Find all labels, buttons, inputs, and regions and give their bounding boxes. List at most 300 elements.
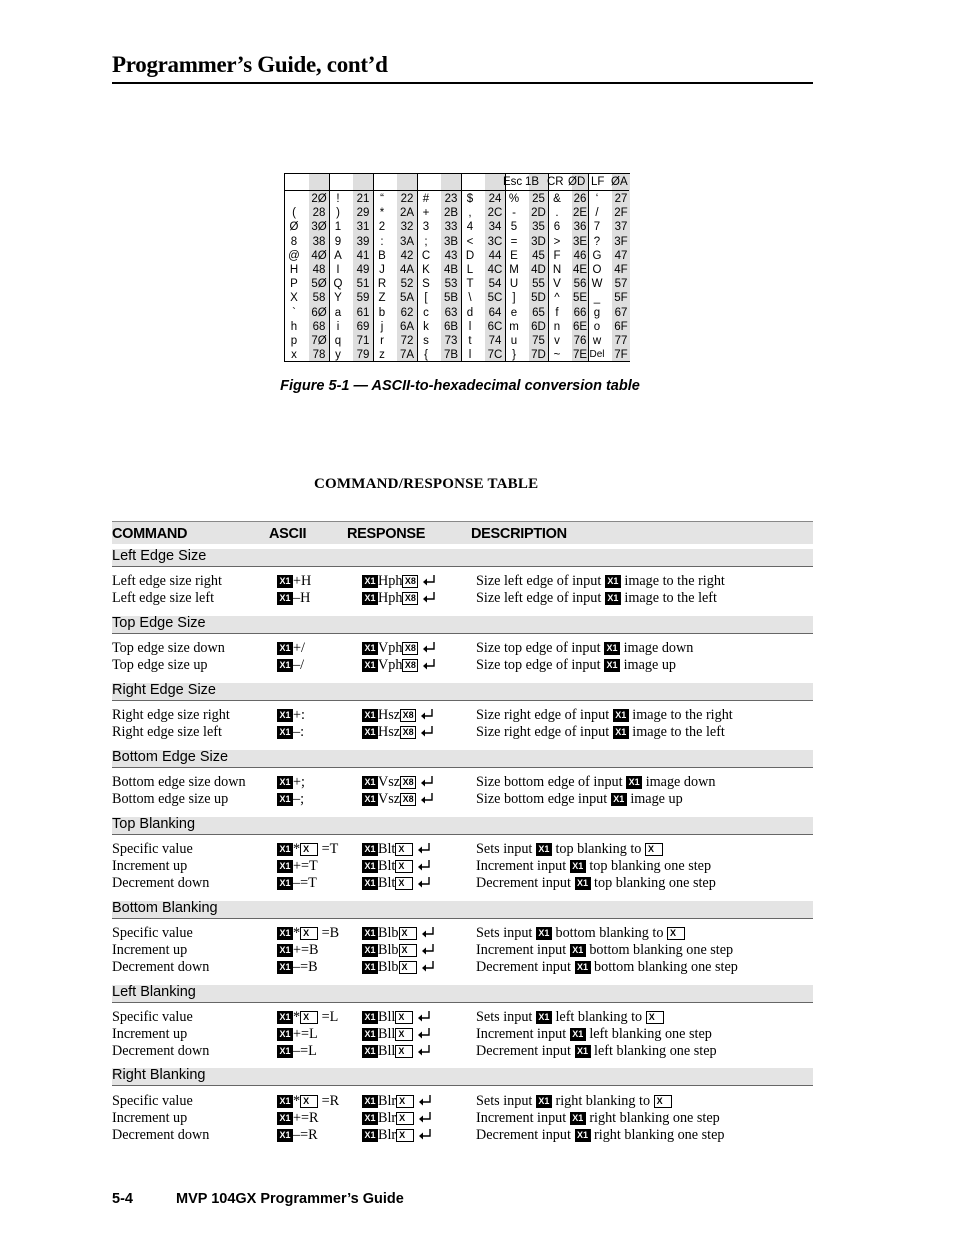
section-header [112,750,813,768]
variable-key: X [645,843,663,856]
description-text: Increment input [476,858,567,874]
command-name: Left edge size right [112,573,222,589]
ascii-char: S [422,278,430,291]
ascii-char: 1 [334,221,342,234]
variable-key: X1 [277,1095,293,1108]
section-title: Top Edge Size [112,615,206,631]
section-header [112,1068,813,1086]
variable-key: X1 [570,1112,586,1125]
hex-code: 6A [399,320,415,333]
ascii-text: +/ [293,640,305,656]
header-description: DESCRIPTION [471,526,567,542]
hex-0a: ØA [611,176,628,188]
description-text: image to the right [624,573,725,589]
hex-code: 7E [572,349,588,362]
ascii-char: 4 [466,221,474,234]
response-text: Hph [378,590,403,606]
hex-code: 4D [531,264,546,276]
hex-code: 67 [614,306,628,319]
return-icon [421,960,435,972]
return-icon [422,591,436,603]
header-ascii: ASCII [269,526,307,542]
response-string [362,1026,431,1043]
response-text: Blb [378,942,399,958]
hex-code: 2Ø [311,193,327,205]
command-name: Decrement down [112,1127,210,1143]
description [476,640,693,657]
variable-key: X1 [605,592,621,605]
variable-key: X1 [362,642,378,655]
response-text: Vph [378,657,403,673]
ascii-char: Q [333,278,343,291]
response-string [362,707,434,724]
table-column-headers [112,521,813,544]
description-text: image to the left [624,590,717,606]
ascii-text: +H [293,573,312,589]
variable-key: X1 [570,860,586,873]
response-string [362,1127,432,1144]
ascii-char: e [510,306,518,319]
response-text: Blt [378,858,396,874]
table-divider [373,174,374,361]
description-text: Sets input [476,1009,533,1025]
variable-key: X [300,927,318,940]
description [476,925,685,942]
ascii-command [277,1110,318,1127]
command-name: Bottom edge size down [112,774,246,790]
variable-key: X1 [277,877,293,890]
section-title: Right Blanking [112,1067,206,1083]
hex-code: 28 [312,207,326,220]
table-divider [548,174,549,361]
description-text: right blanking one step [589,1110,720,1126]
description-text: Increment input [476,1110,567,1126]
hex-code: 2A [399,207,415,220]
return-icon [420,775,434,787]
hex-code: 2C [487,207,503,220]
variable-key: X1 [604,642,620,655]
page-number: 5-4 [112,1191,133,1207]
description-text: left blanking to [555,1009,643,1025]
return-icon [422,574,436,586]
command-name: Decrement down [112,875,210,891]
description-text: image up [623,657,677,673]
hex-code: 58 [312,292,326,305]
hex-code: 79 [356,349,370,362]
hex-code: 4A [399,264,415,276]
ascii-char: = [510,235,518,248]
hex-code: 7C [487,349,503,362]
ascii-char: I [336,264,340,276]
table-row [0,841,954,858]
description [476,959,738,976]
table-row [0,590,954,607]
ascii-text: +: [293,707,305,723]
hex-code: 6Ø [311,306,327,319]
ascii-command: X1 * X =B [277,925,339,942]
ascii-char: 8 [290,235,298,248]
description-text: Size bottom edge input [476,791,608,807]
ascii-char: ‘ [595,193,599,205]
ascii-command: X1 * X =L [277,1009,338,1026]
table-row [0,925,954,942]
ascii-text: –=B [293,959,318,975]
ascii-char: n [553,320,561,333]
header-command: COMMAND [112,526,188,542]
response-string [362,858,431,875]
cr-label: CR [547,176,564,188]
table-row [0,640,954,657]
description-text: Decrement input [476,1043,571,1059]
return-icon [420,708,434,720]
variable-key: X [300,1095,318,1108]
description-text: Size top edge of input [476,657,601,673]
description-text: Decrement input [476,875,571,891]
ascii-char: ` [292,306,296,319]
ascii-char: > [553,235,561,248]
variable-key: X8 [400,793,416,806]
section-header [112,549,813,567]
ascii-char: i [336,320,340,333]
return-icon [422,641,436,653]
description-text: left blanking one step [589,1026,712,1042]
ascii-text: –; [293,791,305,807]
ascii-char: O [592,264,602,276]
ascii-command [277,774,305,791]
hex-code: 59 [356,292,370,305]
hex-code: 44 [488,249,502,262]
hex-code: 2E [572,207,588,220]
variable-key: X1 [362,709,378,722]
hex-code: 27 [614,193,628,205]
hex-code: 6F [614,320,628,333]
variable-key: X [654,1095,672,1108]
ascii-command [277,1127,318,1144]
variable-key: X1 [277,1112,293,1125]
table-row [0,875,954,892]
ascii-char: } [512,349,516,362]
hex-0d: ØD [568,176,586,188]
response-text: Hph [378,573,403,589]
ascii-char: R [377,278,387,291]
table-row [0,1043,954,1060]
hex-code: 2F [614,207,628,220]
section-header [112,616,813,634]
hex-code: 39 [356,235,370,248]
table-row [0,1026,954,1043]
response-text: Blr [378,1110,397,1126]
response-string [362,959,435,976]
variable-key: X1 [277,860,293,873]
command-name: Right edge size left [112,724,222,740]
return-icon [417,1027,431,1039]
hex-code: 6C [487,320,503,333]
variable-key: X1 [611,793,627,806]
section-title: Top Blanking [112,816,196,832]
response-string [362,657,436,674]
ascii-char: o [593,320,601,333]
response-string [362,774,434,791]
variable-key: X [399,944,417,957]
variable-key: X1 [277,1011,293,1024]
ascii-char: l [468,320,472,333]
variable-key: X1 [362,592,378,605]
ascii-char: D [465,249,475,262]
variable-key: X1 [362,776,378,789]
table-row [0,1127,954,1144]
hex-code: 61 [356,306,370,319]
variable-key: X [396,1112,414,1125]
ascii-char: ( [292,207,296,220]
variable-key: X1 [277,642,293,655]
variable-key: X1 [277,927,293,940]
variable-key: X1 [536,843,552,856]
variable-key: X1 [277,575,293,588]
section-header [112,901,813,919]
response-text: Hsz [378,707,401,723]
variable-key: X1 [536,1095,552,1108]
ascii-text: –=T [293,875,317,891]
variable-key: X1 [362,659,378,672]
ascii-char: ? [593,235,601,248]
ascii-command [277,959,318,976]
variable-key: X [395,1011,413,1024]
variable-key: X1 [362,877,378,890]
hex-code: 4F [614,264,628,276]
variable-key: X1 [604,659,620,672]
table-row [0,959,954,976]
variable-key: X8 [402,575,418,588]
ascii-char: h [290,320,298,333]
variable-key: X1 [362,793,378,806]
ascii-char: x [291,349,297,362]
variable-key: X1 [570,944,586,957]
section-title: Bottom Edge Size [112,749,229,765]
return-icon [421,926,435,938]
table-divider [505,174,506,361]
ascii-char: ^ [554,292,560,305]
response-text: Blt [378,841,396,857]
hex-code: 64 [488,306,502,319]
table-row [0,573,954,590]
hex-code: 21 [356,193,370,205]
variable-key: X1 [570,1028,586,1041]
table-row [0,724,954,741]
hex-code: 5D [531,292,546,305]
ascii-char: _ [593,292,601,305]
variable-key: X1 [613,709,629,722]
description-text: bottom blanking one step [589,942,734,958]
response-string [362,942,435,959]
response-text: Vsz [378,774,401,790]
ascii-text: +=T [293,858,318,874]
variable-key: X1 [277,961,293,974]
variable-key: X1 [626,776,642,789]
ascii-char: g [593,306,601,319]
hex-code: 63 [444,306,458,319]
hex-code: 46 [573,249,587,262]
description-text: image down [645,774,716,790]
hex-code: 78 [312,349,326,362]
variable-key: X1 [536,927,552,940]
command-name: Specific value [112,925,193,941]
section-header [112,817,813,835]
hex-code: 3A [399,235,415,248]
variable-key: X [395,877,413,890]
response-string [362,791,434,808]
variable-key: X1 [362,1045,378,1058]
ascii-char: . [555,207,559,220]
response-string [362,1043,431,1060]
ascii-char: & [553,193,561,205]
description [476,791,683,808]
variable-key: X1 [277,726,293,739]
ascii-char: c [423,306,429,319]
hex-code: 65 [532,306,545,319]
ascii-char: F [553,249,561,262]
ascii-command [277,875,317,892]
return-icon [418,1128,432,1140]
hex-code: 48 [312,264,326,276]
return-icon [418,1111,432,1123]
ascii-char: / [595,207,599,220]
hex-code: 51 [356,278,370,291]
hex-code: 3D [531,235,546,248]
hex-code: 6B [443,320,459,333]
return-icon [417,859,431,871]
ascii-char: % [508,193,520,205]
ascii-command: X1 * X =T [277,841,338,858]
hex-code: 4E [572,264,588,276]
ascii-char: b [378,306,386,319]
variable-key: X [395,1045,413,1058]
table-row [0,858,954,875]
ascii-text: –/ [293,657,305,673]
ascii-text: +=R [293,1110,319,1126]
command-name: Specific value [112,841,193,857]
table-row [0,774,954,791]
variable-key: X8 [400,709,416,722]
variable-key: X1 [362,1028,378,1041]
response-text: Blr [378,1127,397,1143]
ascii-char: A [334,249,342,262]
return-icon [417,842,431,854]
description-text: image down [623,640,694,656]
ascii-text: –=L [293,1043,317,1059]
ascii-char: m [509,320,519,333]
ascii-text: +=B [293,942,319,958]
ascii-char: ; [424,235,428,248]
hex-code: 43 [444,249,458,262]
ascii-char: + [422,207,430,220]
ascii-char: ~ [553,349,561,362]
header-response: RESPONSE [347,526,426,542]
variable-key: X8 [402,642,418,655]
hex-code: 7D [531,349,546,362]
hex-code: 7B [443,349,459,362]
ascii-char: “ [380,193,384,205]
footer-title: MVP 104GX Programmer’s Guide [176,1191,404,1207]
ascii-char: w [592,335,602,347]
variable-key: X1 [362,927,378,940]
ascii-command [277,724,304,741]
description-text: left blanking one step [594,1043,717,1059]
hex-code: 7F [614,349,628,362]
ascii-char: v [554,335,560,347]
description-text: Increment input [476,1026,567,1042]
ascii-char: X [290,292,298,305]
hex-code: 52 [400,278,414,291]
hex-code: 74 [488,335,502,347]
description [476,573,725,590]
description [476,724,725,741]
hex-code: 24 [488,193,502,205]
ascii-char: T [466,278,474,291]
response-string [362,573,436,590]
hex-code: 73 [444,335,458,347]
table-divider [285,190,629,191]
ascii-char: Z [378,292,386,305]
description-text: image to the right [632,707,733,723]
variable-key: X1 [277,793,293,806]
hex-code: 77 [614,335,628,347]
ascii-char: ! [336,193,340,205]
description-text: bottom blanking one step [594,959,738,975]
return-icon [420,792,434,804]
ascii-char: { [424,349,428,362]
ascii-text: –=R [293,1127,318,1143]
ascii-char: J [379,264,385,276]
ascii-char: K [422,264,430,276]
description [476,1043,717,1060]
description-text: top blanking one step [594,875,716,891]
hex-code: 56 [573,278,587,291]
response-text: Blt [378,875,396,891]
ascii-char: p [290,335,298,347]
table-divider [461,174,462,361]
response-text: Hsz [378,724,401,740]
hex-code: 4B [443,264,459,276]
variable-key: X [395,860,413,873]
section-header [112,985,813,1003]
section-title: Bottom Blanking [112,900,218,916]
ascii-char: \ [468,292,472,305]
variable-key: X1 [362,860,378,873]
table-row [0,707,954,724]
hex-code: 38 [312,235,326,248]
hex-code: 4Ø [311,249,327,262]
hex-code: 33 [444,221,458,234]
header-rule [112,82,813,84]
hex-code: 3F [614,235,628,248]
description [476,657,676,674]
ascii-char: L [466,264,474,276]
response-string [362,841,431,858]
hex-code: 66 [573,306,587,319]
ascii-char: ] [512,292,516,305]
ascii-char: s [423,335,429,347]
hex-code: 75 [532,335,545,347]
response-string [362,1093,432,1110]
hex-code: 5F [614,292,628,305]
command-name: Left edge size left [112,590,215,606]
response-text: Vph [378,640,403,656]
variable-key: X [300,843,318,856]
ascii-char: r [380,335,384,347]
variable-key: X1 [277,1129,293,1142]
ascii-char: 3 [422,221,430,234]
hex-code: 62 [400,306,414,319]
